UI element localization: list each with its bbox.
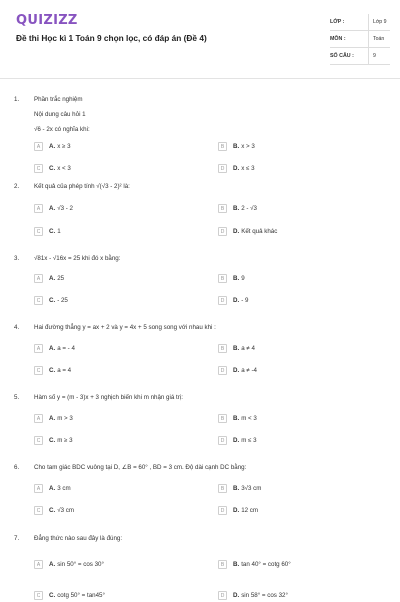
option-text: cotg 50° = tan45° [57, 592, 105, 599]
option-label: A. [49, 205, 56, 212]
option-text: x > 3 [241, 143, 255, 150]
option-text: √3 - 2 [57, 205, 73, 212]
meta-value: 9 [368, 48, 390, 64]
option-label: B. [233, 485, 240, 492]
option-text: tan 40° = cotg 60° [241, 561, 291, 568]
option-letter-box[interactable]: B [218, 274, 227, 283]
answer-option[interactable] [218, 412, 257, 425]
option-text: Kết quả khác [241, 228, 278, 235]
answer-option[interactable] [218, 364, 257, 377]
option-text: x ≥ 3 [57, 143, 71, 150]
answer-option[interactable] [218, 434, 257, 447]
option-text: sin 50° = cos 30° [57, 561, 104, 568]
option-label: B. [233, 143, 240, 150]
option-label: C. [49, 297, 56, 304]
answer-option[interactable] [218, 482, 261, 495]
question-text: Nội dung câu hỏi 1 [34, 111, 86, 118]
option-label: A. [49, 415, 56, 422]
option-text: 12 cm [241, 507, 259, 514]
answer-option[interactable] [218, 272, 245, 285]
option-text: 25 [57, 275, 65, 282]
option-label: D. [233, 165, 240, 172]
option-label: D. [233, 437, 240, 444]
answer-option[interactable] [218, 342, 255, 355]
option-text: a = - 4 [57, 345, 75, 352]
meta-key: MÔN : [330, 36, 346, 42]
option-label: B. [233, 345, 240, 352]
answer-option[interactable] [218, 140, 255, 153]
option-letter-box[interactable]: B [218, 560, 227, 569]
option-text: x ≤ 3 [241, 165, 255, 172]
option-text: m ≤ 3 [241, 437, 257, 444]
answer-option[interactable] [34, 225, 61, 238]
option-letter-box[interactable]: B [218, 484, 227, 493]
option-text: m > 3 [57, 415, 73, 422]
answer-option[interactable] [34, 162, 71, 175]
option-letter-box[interactable]: C [34, 366, 43, 375]
option-label: A. [49, 143, 56, 150]
option-letter-box[interactable]: D [218, 227, 227, 236]
option-text: m ≥ 3 [57, 437, 73, 444]
option-label: C. [49, 592, 56, 599]
option-label: C. [49, 507, 56, 514]
meta-row-count [330, 48, 390, 65]
answer-option[interactable] [34, 482, 71, 495]
page-title: Đề thi Học kì 1 Toán 9 chọn lọc, có đáp án (Đề 4) [16, 33, 207, 43]
answer-option[interactable] [34, 202, 73, 215]
option-letter-box[interactable]: A [34, 274, 43, 283]
option-letter-box[interactable]: B [218, 204, 227, 213]
answer-option[interactable] [34, 140, 71, 153]
answer-option[interactable] [34, 412, 73, 425]
option-label: A. [49, 561, 56, 568]
question-text: Cho tam giác BDC vuông tại D, ∠B = 60° , BD = 3 cm. Độ dài cạnh DC bằng: [34, 464, 247, 471]
question-text: Đẳng thức nào sau đây là đúng: [34, 535, 123, 542]
question-text: Phần trắc nghiệm [34, 96, 83, 103]
option-letter-box[interactable]: D [218, 436, 227, 445]
option-letter-box[interactable]: A [34, 484, 43, 493]
option-label: D. [233, 367, 240, 374]
answer-option[interactable] [34, 589, 105, 602]
question-text: Hai đường thẳng y = ax + 2 và y = 4x + 5 song song với nhau khi : [34, 324, 216, 331]
answer-option[interactable] [218, 558, 291, 571]
option-letter-box[interactable]: A [34, 414, 43, 423]
question-number: 1. [14, 96, 20, 103]
option-letter-box[interactable]: A [34, 204, 43, 213]
answer-option[interactable] [34, 272, 64, 285]
option-label: A. [49, 485, 56, 492]
answer-option[interactable] [218, 294, 248, 307]
option-label: B. [233, 275, 240, 282]
option-label: B. [233, 561, 240, 568]
option-label: C. [49, 228, 56, 235]
option-letter-box[interactable]: C [34, 296, 43, 305]
option-label: B. [233, 415, 240, 422]
header-divider [0, 78, 400, 79]
option-label: D. [233, 297, 240, 304]
meta-row-subject [330, 31, 390, 48]
meta-row-class [330, 14, 390, 31]
option-letter-box[interactable]: C [34, 436, 43, 445]
option-text: 3 cm [57, 485, 71, 492]
answer-option[interactable] [34, 294, 68, 307]
option-label: D. [233, 228, 240, 235]
option-letter-box[interactable]: D [218, 506, 227, 515]
question-text: √6 - 2x có nghĩa khi: [34, 126, 90, 133]
option-text: sin 58° = cos 32° [241, 592, 288, 599]
question-number: 6. [14, 464, 20, 471]
option-label: B. [233, 205, 240, 212]
option-letter-box[interactable]: C [34, 164, 43, 173]
answer-option[interactable] [34, 434, 73, 447]
question-text: √81x - √16x = 25 khi đó x bằng: [34, 255, 121, 262]
option-letter-box[interactable]: C [34, 591, 43, 600]
option-label: D. [233, 592, 240, 599]
option-label: C. [49, 367, 56, 374]
option-letter-box[interactable]: D [218, 296, 227, 305]
option-text: a ≠ 4 [241, 345, 255, 352]
option-letter-box[interactable]: B [218, 142, 227, 151]
option-letter-box[interactable]: A [34, 560, 43, 569]
meta-key: LỚP : [330, 19, 345, 25]
answer-option[interactable] [34, 558, 104, 571]
option-label: A. [49, 345, 56, 352]
option-label: A. [49, 275, 56, 282]
option-text: a = 4 [57, 367, 72, 374]
question-number: 3. [14, 255, 20, 262]
option-text: a ≠ -4 [241, 367, 257, 374]
option-text: - 9 [241, 297, 249, 304]
answer-option[interactable] [34, 364, 71, 377]
meta-key: SỐ CÂU : [330, 53, 354, 59]
meta-table [330, 14, 390, 65]
option-letter-box[interactable]: C [34, 506, 43, 515]
question-number: 2. [14, 183, 20, 190]
option-text: 9 [241, 275, 245, 282]
option-text: x < 3 [57, 165, 71, 172]
question-text: Kết quả của phép tính √(√3 - 2)² là: [34, 183, 130, 190]
option-letter-box[interactable]: B [218, 414, 227, 423]
question-number: 4. [14, 324, 20, 331]
option-label: C. [49, 165, 56, 172]
option-letter-box[interactable]: C [34, 227, 43, 236]
question-text: Hàm số y = (m - 3)x + 3 nghịch biến khi m nhận giá trị: [34, 394, 183, 401]
option-text: 3√3 cm [241, 485, 262, 492]
option-label: C. [49, 437, 56, 444]
option-letter-box[interactable]: D [218, 591, 227, 600]
question-number: 5. [14, 394, 20, 401]
quizizz-logo: QUIZIZZ [16, 13, 78, 28]
option-letter-box[interactable]: A [34, 142, 43, 151]
question-number: 7. [14, 535, 20, 542]
option-text: √3 cm [57, 507, 74, 514]
meta-value: Lớp 9 [368, 14, 390, 30]
option-letter-box[interactable]: A [34, 344, 43, 353]
option-text: 1 [57, 228, 61, 235]
option-text: - 25 [57, 297, 68, 304]
option-label: D. [233, 507, 240, 514]
answer-option[interactable] [218, 504, 258, 517]
option-text: 2 - √3 [241, 205, 257, 212]
document-header [0, 0, 400, 70]
answer-option[interactable] [34, 342, 75, 355]
answer-option[interactable] [218, 225, 277, 238]
option-letter-box[interactable]: D [218, 366, 227, 375]
answer-option[interactable] [218, 589, 288, 602]
option-letter-box[interactable]: B [218, 344, 227, 353]
meta-value: Toán [368, 31, 390, 47]
answer-option[interactable] [218, 162, 255, 175]
option-letter-box[interactable]: D [218, 164, 227, 173]
option-text: m < 3 [241, 415, 257, 422]
answer-option[interactable] [218, 202, 257, 215]
answer-option[interactable] [34, 504, 74, 517]
